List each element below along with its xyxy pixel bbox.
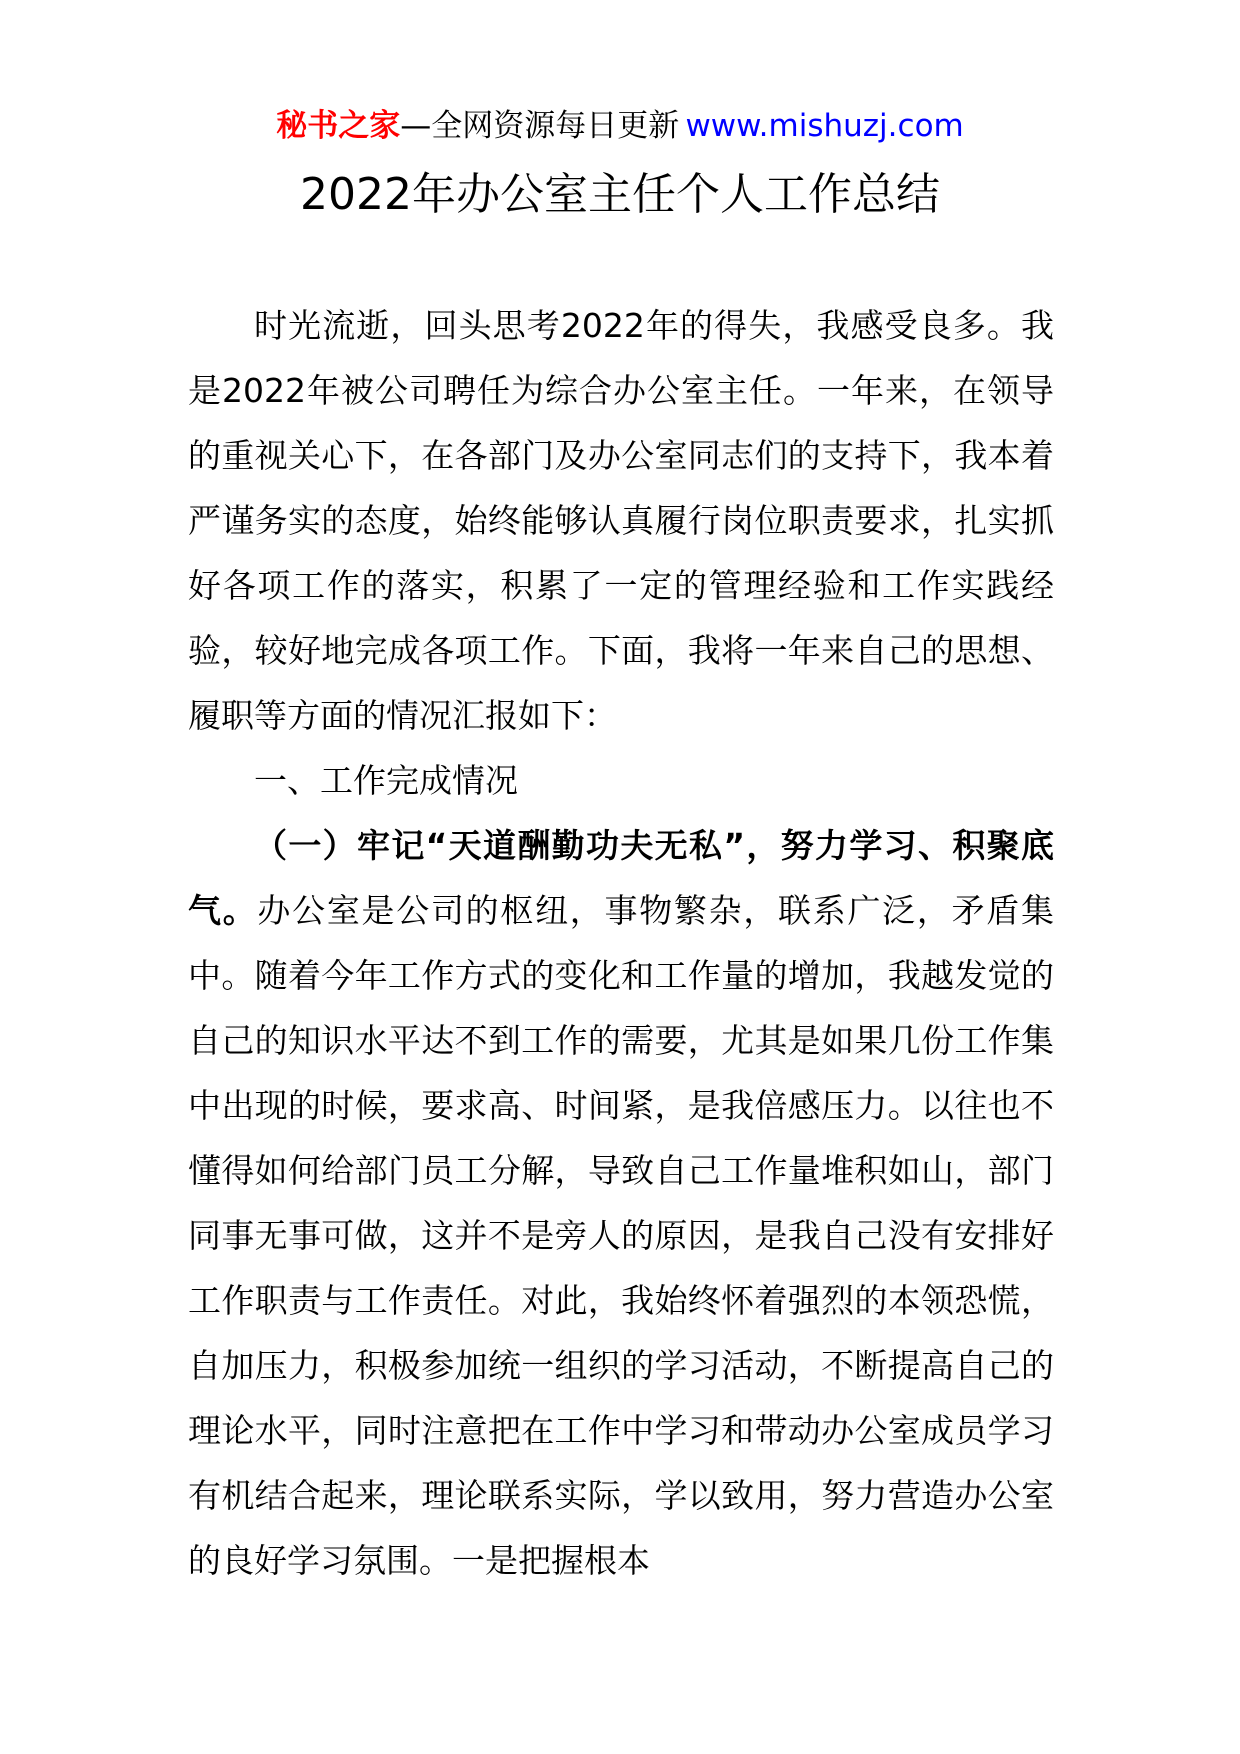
subsection-heading: （一）牢记“天道酬勤功夫无私”，努力学习、积聚底气。	[188, 826, 1054, 930]
subsection-body: 办公室是公司的枢纽，事物繁杂，联系广泛，矛盾集中。随着今年工作方式的变化和工作量的增加，我越发觉的自己的知识水平达不到工作的需要，尤其是如果几份工作集中出现的时候，要求高、时间紧，是我倍感压力。以往也不懂得如何给部门员工分解，导致自己工作量堆积如山，部门同事无事可做，这并不是旁人的原因，是我自己没有安排好工作职责与工作责任。对此，我始终怀着强烈的本领恐慌，自加压力，积极参加统一组织的学习活动，不断提高自己的理论水平，同时注意把在工作中学习和带动办公室成员学习有机结合起来，理论联系实际，学以致用，努力营造办公室的良好学习氛围。一是把握根本	[188, 891, 1055, 1580]
document-title: 2022年办公室主任个人工作总结	[300, 169, 940, 220]
site-brand: 秘书之家	[276, 108, 401, 144]
site-watermark-header	[0, 104, 1240, 148]
subsection-paragraph	[188, 813, 1054, 1593]
site-slogan: —全网资源每日更新	[400, 108, 680, 144]
intro-paragraph: 时光流逝，回头思考2022年的得失，我感受良多。我是2022年被公司聘任为综合办公室主任。一年来，在领导的重视关心下，在各部门及办公室同志们的支持下，我本着严谨务实的态度，始终能够认真履行岗位职责要求，扎实抓好各项工作的落实，积累了一定的管理经验和工作实践经验，较好地完成各项工作。下面，我将一年来自己的思想、履职等方面的情况汇报如下：	[188, 306, 1054, 735]
document-body	[188, 293, 1054, 1593]
section-heading: 一、工作完成情况	[254, 761, 518, 800]
site-url-link[interactable]: www.mishuzj.com	[685, 108, 964, 144]
